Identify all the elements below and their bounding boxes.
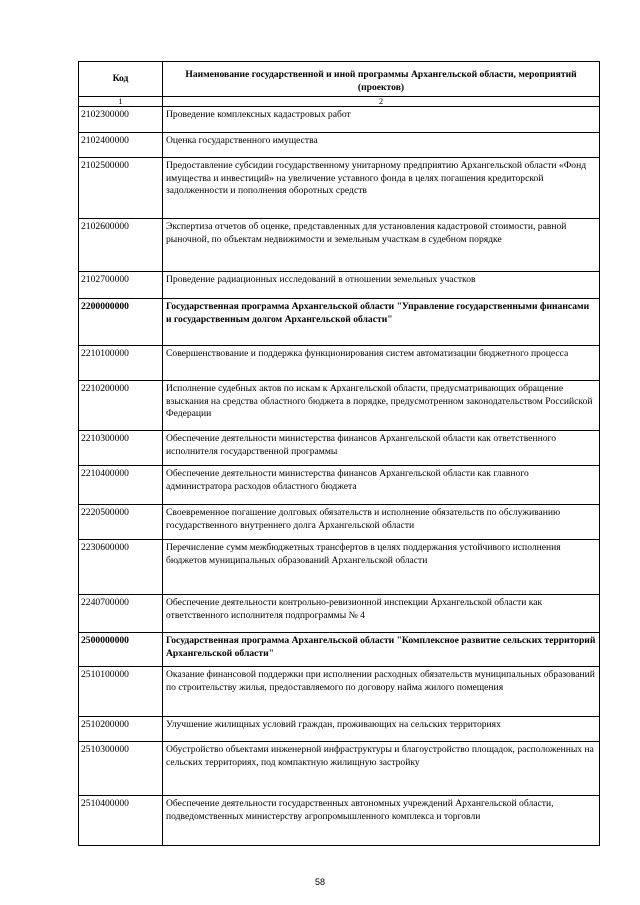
row-name: Перечисление сумм межбюджетных трансфертов в целях поддержания устойчивого исполнения бюджетов муниципальных образований Архангельской области [163,540,600,595]
row-name: Обустройство объектами инженерной инфраструктуры и благоустройство площадок, расположенных на сельских территориях, под компактную жилищную застройку [163,742,600,796]
row-name: Проведение радиационных исследований в отношении земельных участков [163,272,600,299]
row-name: Проведение комплексных кадастровых работ [163,107,600,133]
row-name: Обеспечение деятельности контрольно-ревизионной инспекции Архангельской области как ответственного исполнителя подпрограммы № 4 [163,595,600,633]
row-code: 2210400000 [79,466,163,505]
row-code: 2210100000 [79,346,163,381]
table-row [79,381,600,431]
table-row [79,540,600,595]
header-number-row [79,97,600,107]
table-row [79,796,600,846]
table-row-program [79,633,600,667]
header-code: Код [79,62,163,97]
row-code: 2240700000 [79,595,163,633]
row-code: 2102600000 [79,219,163,272]
table-row [79,505,600,540]
row-code: 2230600000 [79,540,163,595]
row-name: Своевременное погашение долговых обязательств и исполнение обязательств по обслуживанию государственного внутреннего долга Архангельской области [163,505,600,540]
row-name: Оказание финансовой поддержки при исполнении расходных обязательств муниципальных образований по строительству жилья, предоставляемого по договору найма жилого помещения [163,667,600,717]
table-row [79,346,600,381]
row-name: Обеспечение деятельности министерства финансов Архангельской области как ответственного исполнителя государственной программы [163,431,600,466]
header-number-code: 1 [79,97,163,107]
row-code: 2510200000 [79,717,163,742]
program-codes-table [78,61,600,846]
page-number: 58 [314,877,325,887]
table-row [79,595,600,633]
row-name: Государственная программа Архангельской области "Комплексное развитие сельских территорий Архангельской области" [163,633,600,667]
table-row [79,466,600,505]
row-name: Предоставление субсидии государственному унитарному предприятию Архангельской области «Фонд имущества и инвестиций» на увеличение уставного фонда в целях погашения кредиторской задолженности и пополнения оборотных средств [163,158,600,219]
row-name: Исполнение судебных актов по искам к Архангельской области, предусматривающих обращение взыскания на средства областного бюджета в порядке, предусмотренном законодательством Российской Федерации [163,381,600,431]
row-code: 2500000000 [79,633,163,667]
row-code: 2102300000 [79,107,163,133]
header-name: Наименование государственной и иной программы Архангельской области, мероприятий (проектов) [163,62,600,97]
row-code: 2102700000 [79,272,163,299]
table-row [79,219,600,272]
row-name: Экспертиза отчетов об оценке, представленных для установления кадастровой стоимости, равной рыночной, по объектам недвижимости и земельным участкам в судебном порядке [163,219,600,272]
row-code: 2102400000 [79,133,163,158]
row-code: 2510400000 [79,796,163,846]
row-name: Совершенствование и поддержка функционирования систем автоматизации бюджетного процесса [163,346,600,381]
header-number-name: 2 [163,97,600,107]
row-code: 2210300000 [79,431,163,466]
row-name: Обеспечение деятельности министерства финансов Архангельской области как главного администратора расходов областного бюджета [163,466,600,505]
table-row [79,667,600,717]
table-row [79,742,600,796]
row-name: Государственная программа Архангельской области "Управление государственными финансами и государственным долгом Архангельской области" [163,299,600,346]
table-row [79,107,600,133]
row-code: 2200000000 [79,299,163,346]
table-row [79,272,600,299]
table-row [79,133,600,158]
row-code: 2510100000 [79,667,163,717]
row-code: 2210200000 [79,381,163,431]
row-name: Улучшение жилищных условий граждан, проживающих на сельских территориях [163,717,600,742]
row-code: 2102500000 [79,158,163,219]
header-row [79,62,600,97]
row-code: 2510300000 [79,742,163,796]
table-row [79,717,600,742]
row-code: 2220500000 [79,505,163,540]
table-row [79,158,600,219]
row-name: Обеспечение деятельности государственных автономных учреждений Архангельской области, подведомственных министерству агропромышленного комплекса и торговли [163,796,600,846]
table-row [79,431,600,466]
table-row-program [79,299,600,346]
row-name: Оценка государственного имущества [163,133,600,158]
